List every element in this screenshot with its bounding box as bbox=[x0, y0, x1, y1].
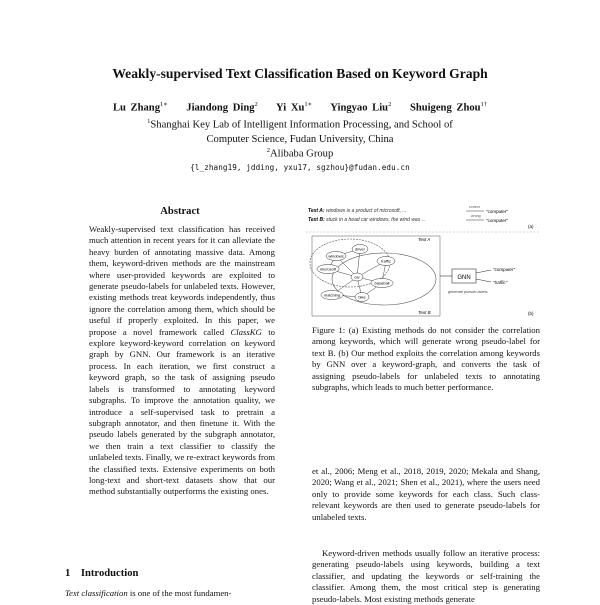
node-label: microsoft bbox=[319, 266, 337, 272]
node-label: traffic bbox=[381, 258, 391, 264]
author-name: Jiandong Ding bbox=[186, 102, 255, 114]
affiliation-2 bbox=[0, 144, 600, 162]
affiliation-1 bbox=[0, 115, 600, 147]
author-emails: {l_zhang19, jdding, yxu17, sgzhou}@fudan.edu.cn bbox=[190, 163, 410, 172]
output-computer: "computer" bbox=[493, 267, 515, 272]
figure-caption: Figure 1: (a) Existing methods do not consider the correlation among keywords, which will generate wrong pseudo-label for text B. (b) Our method exploits the correlation among keywords by GNN over a keyword-graph, and converts the task of assigning pseudo-labels for unlabeled texts to annotating subgraphs, which leads to much better performance. bbox=[312, 325, 540, 393]
part-a-label: (a) bbox=[528, 224, 534, 229]
abstract-text bbox=[89, 224, 275, 498]
author-name: Lu Zhang bbox=[112, 102, 160, 114]
generate-label-note: generate pseudo labels bbox=[448, 290, 488, 294]
intro-emphasis: Text classification bbox=[65, 588, 128, 598]
node-label: bike bbox=[358, 294, 366, 300]
framework-name: ClassKG bbox=[230, 326, 262, 337]
figure-1 bbox=[306, 203, 539, 321]
gnn-label: GNN bbox=[457, 275, 471, 281]
affiliation-line: Alibaba Group bbox=[269, 148, 334, 160]
intro-heading bbox=[65, 568, 138, 579]
paper-title: Weakly-supervised Text Classification Based on Keyword Graph bbox=[112, 66, 488, 81]
author-sup: 2 bbox=[388, 101, 392, 108]
node-label: matching bbox=[323, 292, 341, 298]
node-label: driver bbox=[354, 246, 366, 252]
abstract-heading: Abstract bbox=[160, 206, 200, 217]
author-name: Shuigeng Zhou bbox=[409, 102, 481, 114]
correct-mark: correct bbox=[469, 205, 480, 209]
text-b-label: Text B: bbox=[308, 217, 325, 223]
author-sup: 1∗ bbox=[304, 101, 313, 108]
author-sup: 2 bbox=[254, 101, 258, 108]
section-title: Introduction bbox=[80, 568, 139, 579]
graph-text-b: Text B bbox=[418, 310, 431, 315]
node-label: baseball bbox=[374, 280, 390, 286]
arrow-out-b bbox=[476, 279, 491, 282]
intro-text bbox=[65, 588, 295, 599]
figure-graphic bbox=[306, 203, 539, 321]
wrong-mark: wrong bbox=[471, 214, 481, 218]
affiliation-line: Computer Science, Fudan University, China bbox=[206, 133, 394, 145]
abstract-part: to explore keyword-keyword correlation on keyword graph by GNN. Our framework is an iterative process. In each iteration, we first construct a keyword graph, so the task of assigning pseudo labels is transformed to annotating keyword subgraphs. To improve the annotation quality, we introduce a self-supervised task to pretrain a subgraph annotator, and then finetune it. With the pseudo labels generated by the subgraph annotator, we then train a text classifier to classify the unlabeled texts. Finally, we re-extract keywords from the classified texts. Extensive experiments on both long-text and short-text datasets show that our method substantially outperforms the existing ones. bbox=[89, 326, 275, 497]
intro-line: is one of the most fundamen- bbox=[129, 588, 232, 598]
graph-frame bbox=[312, 236, 440, 316]
section-number: 1 bbox=[65, 568, 71, 579]
author-name: Yi Xu bbox=[275, 102, 305, 114]
text-a-label: Text A: bbox=[308, 208, 325, 214]
affiliation-sup: 2 bbox=[266, 147, 270, 154]
graph-text-a: Text A bbox=[418, 237, 431, 242]
arrow-out-a bbox=[476, 270, 491, 273]
abstract-part: Weakly-supervised text classification has received much attention in recent years for it can alleviate the heavy burden of annotating massive data. Among them, keyword-driven methods are the mainstream where user-provided keywords are exploited to generate pseudo-labels for unlabeled texts. However, existing methods treat keywords independently, thus ignore the correlation among them, which should be useful if properly exploited. In this paper, we propose a novel framework called bbox=[89, 224, 275, 337]
author-sup: 1∗ bbox=[160, 101, 168, 108]
text-b-sentence: stuck in a head car windows, the wind was ... bbox=[326, 217, 426, 223]
label-a: "computer" bbox=[486, 209, 508, 214]
node-label: windows bbox=[328, 253, 344, 259]
affiliation-line: Shanghai Key Lab of Intelligent Information Processing, and School of bbox=[150, 119, 453, 131]
author-name: Yingyao Liu bbox=[330, 102, 389, 114]
text-a-sentence: windows is a product of microsoft, ... bbox=[326, 208, 407, 214]
part-b-label: (b) bbox=[528, 311, 534, 316]
body-paragraph: et al., 2006; Meng et al., 2018, 2019, 2020; Mekala and Shang, 2020; Wang et al., 2021; Shen et al., 2021), where the users need only to provide some keywords for each class. Such class-relevant keywords are then used to generate pseudo-labels for unlabeled texts. bbox=[312, 466, 540, 522]
author-list bbox=[0, 100, 600, 114]
affiliation-sup: 1 bbox=[147, 118, 151, 125]
author-sup: 1† bbox=[480, 101, 488, 108]
output-traffic: "traffic" bbox=[493, 280, 508, 285]
label-b: "computer" bbox=[486, 218, 508, 223]
body-paragraph: Keyword-driven methods usually follow an iterative process: generating pseudo-labels using keywords, building a text classifier, and updating the keywords or self-training the classifier. Among them, the most critical step is generating pseudo-labels. Most existing methods generate bbox=[312, 548, 540, 604]
node-label: car bbox=[354, 274, 360, 280]
